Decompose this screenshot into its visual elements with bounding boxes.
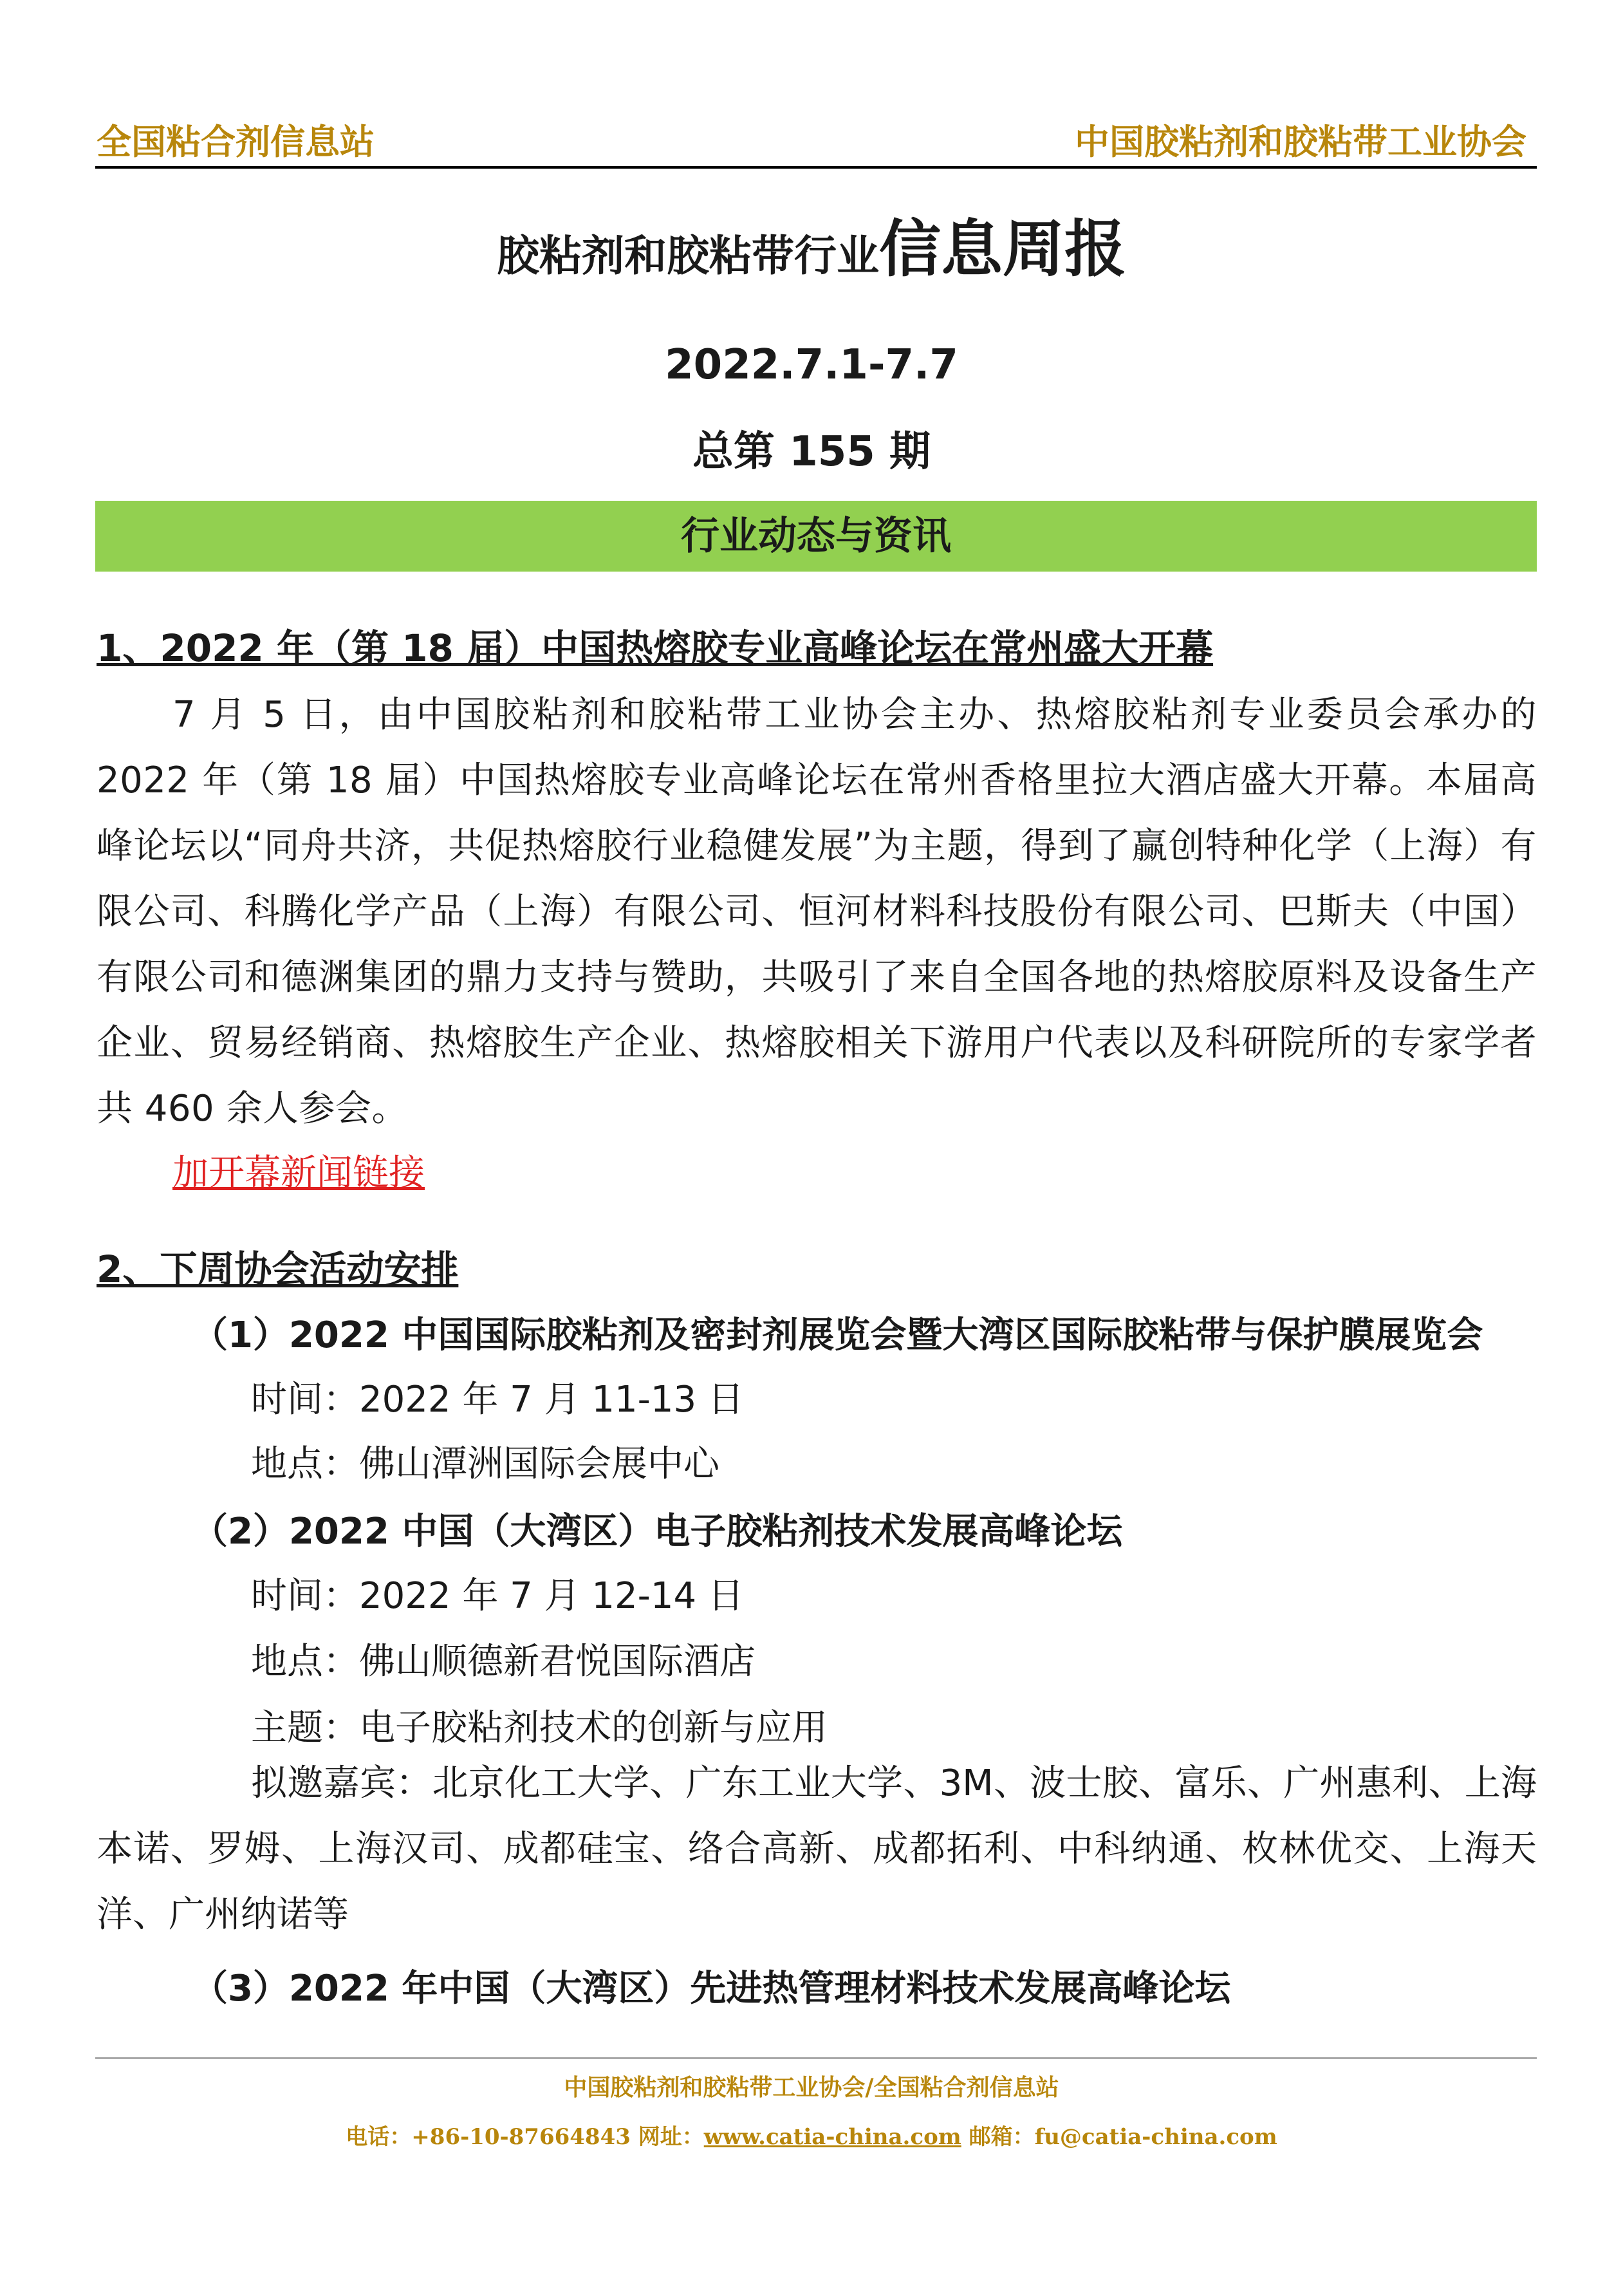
title-main: 信息周报 xyxy=(879,213,1126,285)
event1-time: 时间：2022 年 7 月 11-13 日 xyxy=(251,1379,744,1421)
item2-heading: 2、下周协会活动安排 xyxy=(97,1247,459,1291)
footer-website-link[interactable]: www.catia-china.com xyxy=(703,2124,961,2150)
event3-title: （3）2022 年中国（大湾区）先进热管理材料技术发展高峰论坛 xyxy=(192,1968,1231,2010)
footer-email: 邮箱：fu@catia-china.com xyxy=(961,2124,1277,2150)
section-band-label: 行业动态与资讯 xyxy=(681,514,951,559)
event1-place: 地点：佛山潭洲国际会展中心 xyxy=(251,1443,719,1485)
item1-body: 7 月 5 日，由中国胶粘剂和胶粘带工业协会主办、热熔胶粘剂专业委员会承办的 2022 年（第 18 届）中国热熔胶专业高峰论坛在常州香格里拉大酒店盛大开幕。本届高峰论坛以“同舟共济，共促热熔胶行业稳健发展”为主题，得到了赢创特种化学（上海）有限公司、科腾化学产品（上海）有限公司、恒河材料科技股份有限公司、巴斯夫（中国）有限公司和德渊集团的鼎力支持与赞助，共吸引了来自全国各地的热熔胶原料及设备生产企业、贸易经销商、热熔胶生产企业、热熔胶相关下游用户代表以及科研院所的专家学者共 460 余人参会。 xyxy=(97,694,1537,1130)
issue-number: 总第 155 期 xyxy=(692,428,931,476)
footer-organization: 中国胶粘剂和胶粘带工业协会/全国粘合剂信息站 xyxy=(564,2074,1059,2101)
item1-heading: 1、2022 年（第 18 届）中国热熔胶专业高峰论坛在常州盛大开幕 xyxy=(97,626,1214,670)
footer-divider xyxy=(95,2057,1537,2059)
date-range: 2022.7.1-7.7 xyxy=(665,341,958,389)
event2-place: 地点：佛山顺德新君悦国际酒店 xyxy=(251,1641,756,1683)
event2-time: 时间：2022 年 7 月 12-14 日 xyxy=(251,1575,744,1617)
header-divider xyxy=(95,166,1537,169)
header-site-name: 全国粘合剂信息站 xyxy=(97,122,375,162)
event2-title: （2）2022 中国（大湾区）电子胶粘剂技术发展高峰论坛 xyxy=(192,1511,1123,1553)
event2-theme: 主题：电子胶粘剂技术的创新与应用 xyxy=(251,1707,828,1749)
footer-contact xyxy=(0,2119,1623,2151)
event2-guests: 拟邀嘉宾：北京化工大学、广东工业大学、3M、波士胶、富乐、广州惠利、上海本诺、罗姆、上海汉司、成都硅宝、络合高新、成都拓利、中科纳通、枚林优交、上海天洋、广州纳诺等 xyxy=(97,1762,1537,1936)
footer-phone: 电话：+86-10-87664843 网址： xyxy=(346,2124,704,2150)
header-association-name: 中国胶粘剂和胶粘带工业协会 xyxy=(1075,122,1526,162)
section-band xyxy=(95,501,1537,572)
report-title xyxy=(0,212,1623,286)
title-prefix: 胶粘剂和胶粘带行业 xyxy=(497,231,879,281)
news-link[interactable]: 加开幕新闻链接 xyxy=(172,1152,425,1194)
event1-title: （1）2022 中国国际胶粘剂及密封剂展览会暨大湾区国际胶粘带与保护膜展览会 xyxy=(192,1314,1483,1356)
